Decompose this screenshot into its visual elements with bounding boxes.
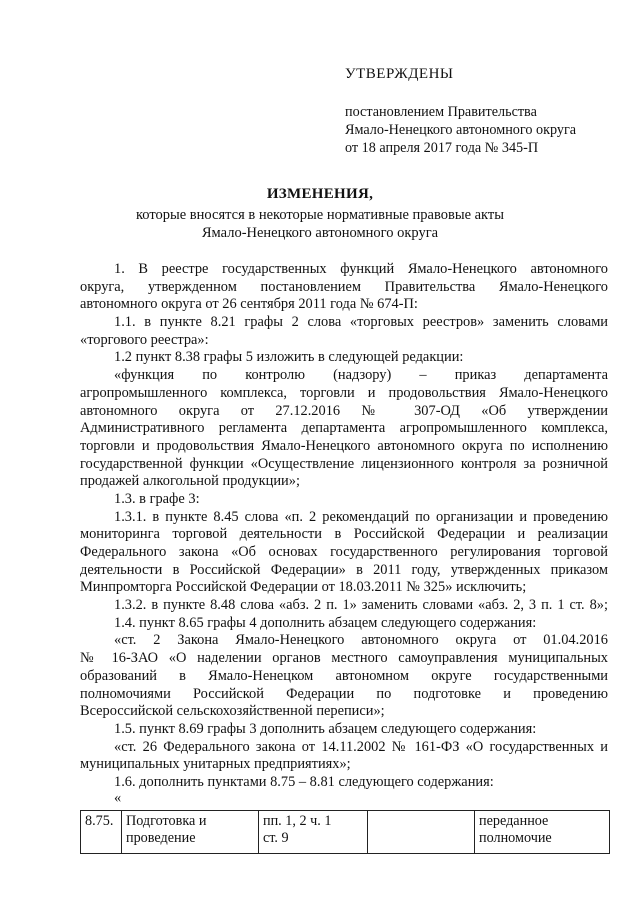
approval-line-1: постановлением Правительства bbox=[345, 104, 537, 120]
functions-table bbox=[80, 810, 610, 854]
body-text-line: 1.2 пункт 8.38 графы 5 изложить в следующей редакции: bbox=[114, 349, 464, 366]
table-cell-empty bbox=[368, 811, 475, 854]
approval-title: УТВЕРЖДЕНЫ bbox=[345, 66, 454, 82]
body-text-line: автономного округа от 26 сентября 2011 года № 674-П: bbox=[80, 296, 418, 313]
cell-reference-line-1: пп. 1, 2 ч. 1 bbox=[263, 813, 332, 829]
body-text-line: мониторинга торговой деятельности в Российской Федерации и реализации bbox=[80, 526, 608, 543]
document-subtitle-line-1: которые вносятся в некоторые нормативные правовые акты bbox=[135, 207, 504, 223]
body-text-line: «ст. 26 Федерального закона от 14.11.2002 № 161-ФЗ «О государственных и bbox=[114, 738, 608, 755]
cell-authority-line-1: переданное bbox=[479, 813, 549, 829]
approval-line-3: от 18 апреля 2017 года № 345-П bbox=[345, 140, 539, 156]
body-text-line: Административного регламента департамента агропромышленного комплекса, bbox=[80, 420, 608, 437]
table-cell-reference bbox=[259, 811, 368, 854]
body-text-line: 1.3. в графе 3: bbox=[114, 490, 200, 507]
body-text-line: полномочиями Российской Федерации по подготовке и проведению bbox=[80, 685, 608, 702]
body-text-line: деятельности в Российской Федерации» в 2011 году, утвержденных приказом bbox=[80, 561, 608, 578]
body-text-line: Федерального закона «Об основах государственного регулирования торговой bbox=[80, 544, 608, 560]
document-subtitle-line-2: Ямало-Ненецкого автономного округа bbox=[201, 225, 439, 241]
body-text-line: продажей алкогольной продукции»; bbox=[80, 473, 300, 490]
body-text-line: автономного округа от 27.12.2016 № 307-ОД «Об утверждении bbox=[80, 402, 608, 419]
cell-name-line-1: Подготовка и bbox=[126, 813, 207, 829]
cell-authority-line-2: полномочие bbox=[479, 830, 552, 846]
body-text-line: муниципальных унитарных предприятиях»; bbox=[80, 756, 351, 773]
body-text-line: торговли и продовольствия Ямало-Ненецкого автономного округа по исполнению bbox=[80, 437, 608, 454]
body-text-line: округа, утвержденном постановлением Правительства Ямало-Ненецкого bbox=[80, 278, 608, 295]
approval-line-2: Ямало-Ненецкого автономного округа bbox=[345, 122, 577, 138]
body-text-line: образований в Ямало-Ненецком автономном округе государственными bbox=[80, 667, 608, 684]
document-body bbox=[80, 261, 608, 806]
body-text-line: «торгового реестра»: bbox=[80, 331, 209, 348]
cell-reference-line-2: ст. 9 bbox=[263, 830, 289, 846]
table-cell-number bbox=[81, 811, 122, 854]
body-text-line: Минпромторга Российской Федерации от 18.03.2011 № 325» исключить; bbox=[80, 579, 527, 596]
body-text-line: агропромышленного комплекса, торговли и продовольствия Ямало-Ненецкого bbox=[80, 384, 608, 401]
document-title: ИЗМЕНЕНИЯ, bbox=[266, 186, 374, 202]
body-text-line: 1.6. дополнить пунктами 8.75 – 8.81 следующего содержания: bbox=[114, 773, 494, 790]
body-text-line: № 16-ЗАО «О наделении органов местного самоуправления муниципальных bbox=[80, 650, 608, 667]
table-cell-name bbox=[122, 811, 259, 854]
body-text-line: «ст. 2 Закона Ямало-Ненецкого автономного округа от 01.04.2016 bbox=[114, 632, 608, 649]
body-text-line: 1.1. в пункте 8.21 графы 2 слова «торговых реестров» заменить словами bbox=[114, 314, 608, 331]
body-text-line: «функция по контролю (надзору) – приказ департамента bbox=[114, 367, 608, 384]
body-text-line: 1.3.2. в пункте 8.48 слова «абз. 2 п. 1» заменить словами «абз. 2, 3 п. 1 ст. 8»; bbox=[114, 597, 608, 614]
body-text-line: 1.3.1. в пункте 8.45 слова «п. 2 рекомендаций по организации и проведению bbox=[114, 508, 608, 525]
quote-open-mark: « bbox=[114, 789, 122, 806]
table-cell-authority bbox=[475, 811, 610, 854]
body-text-line: государственной функции «Осуществление лицензионного контроля за розничной bbox=[80, 455, 608, 472]
body-text-line: Всероссийской сельскохозяйственной переписи»; bbox=[80, 703, 385, 720]
table-row bbox=[81, 811, 610, 854]
cell-number-text: 8.75. bbox=[85, 813, 114, 829]
body-text-line: 1.4. пункт 8.65 графы 4 дополнить абзацем следующего содержания: bbox=[114, 614, 537, 631]
body-text-line: 1. В реестре государственных функций Ямало-Ненецкого автономного bbox=[114, 261, 608, 277]
cell-name-line-2: проведение bbox=[126, 830, 196, 846]
body-text-line: 1.5. пункт 8.69 графы 3 дополнить абзацем следующего содержания: bbox=[114, 720, 537, 737]
